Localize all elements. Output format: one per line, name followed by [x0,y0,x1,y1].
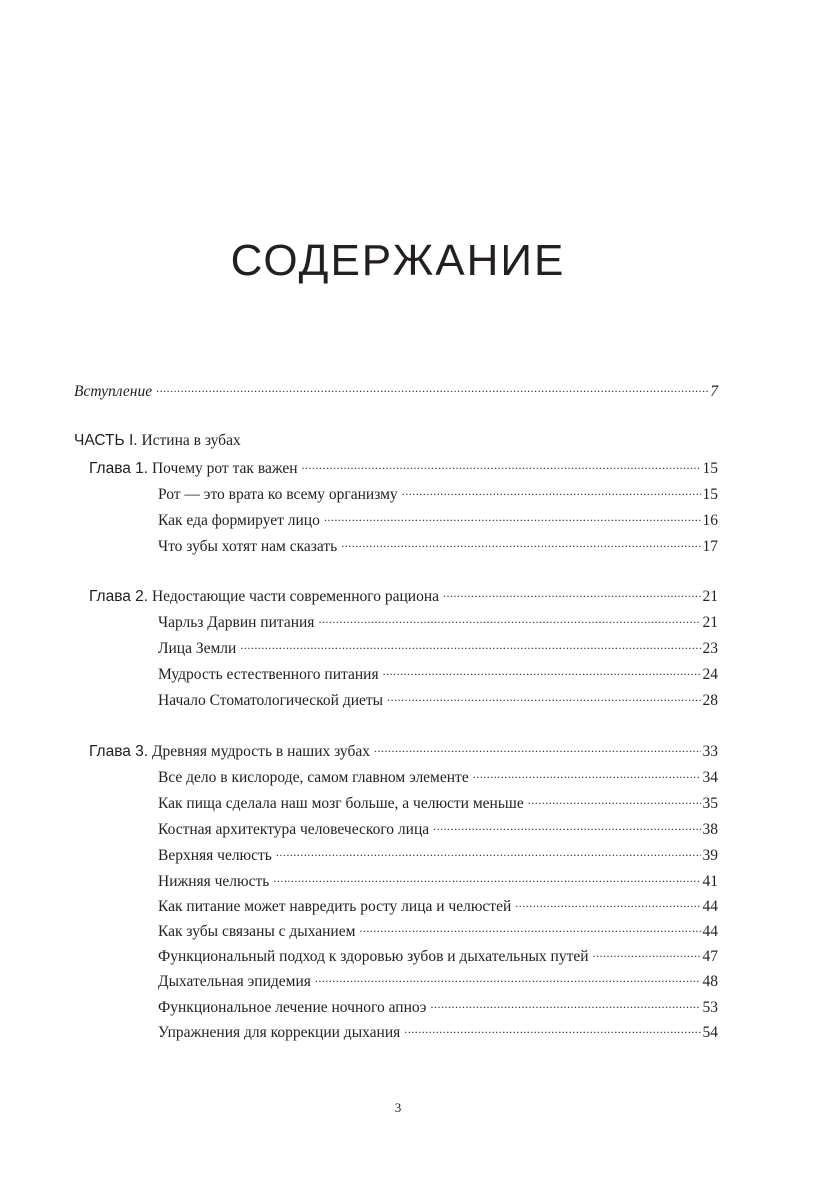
dot-leader [430,996,700,1012]
toc-page-number: 23 [702,639,718,657]
toc-section-entry[interactable] [158,611,718,633]
toc-section-entry[interactable] [158,689,718,711]
toc-section-entry[interactable] [158,996,718,1018]
chapter-title: Древняя мудрость в наших зубах [151,742,370,760]
dot-leader [383,663,701,679]
toc-section-entry[interactable] [158,870,718,892]
toc-page-number: 17 [702,537,718,555]
toc-page-number: 33 [702,742,718,760]
toc-section-entry[interactable] [158,818,718,840]
chapter-title: Недостающие части современного рациона [151,587,440,605]
dot-leader [402,483,701,499]
toc-section-entry[interactable] [158,970,718,992]
part-label: ЧАСТЬ I. [74,432,138,449]
dot-leader [473,766,701,782]
toc-section-entry[interactable] [158,766,718,788]
dot-leader [315,970,701,986]
section-title: Рот — это врата ко всему организму [158,485,398,503]
section-title: Верхняя челюсть [158,846,272,864]
dot-leader [515,895,700,911]
toc-section-entry[interactable] [158,663,718,685]
section-title: Как пища сделала наш мозг больше, а челюсти меньше [158,794,524,812]
section-title: Чарльз Дарвин питания [158,613,315,631]
page-number-footer: 3 [394,1100,402,1115]
section-title: Функциональный подход к здоровью зубов и дыхательных путей [158,947,589,965]
page-title: СОДЕРЖАНИЕ [230,236,566,285]
section-title: Нижняя челюсть [158,872,270,890]
toc-chapter-entry[interactable] [89,457,718,479]
section-title: Как еда формирует лицо [158,511,320,529]
dot-leader [302,457,701,473]
toc-entry-title: Вступление [74,382,153,400]
dot-leader [318,611,700,627]
toc-page-number: 48 [702,972,718,990]
toc-chapter-entry[interactable] [89,585,718,607]
section-title: Функциональное лечение ночного апноэ [158,998,427,1016]
dot-leader [324,509,701,525]
toc-section-entry[interactable] [158,844,718,866]
section-title: Начало Стоматологической диеты [158,691,384,709]
dot-leader [341,535,700,551]
toc-section-entry[interactable] [158,1021,718,1043]
chapter-label: Глава 2. [89,587,149,605]
section-title: Как питание может навредить росту лица и челюстей [158,897,512,915]
section-title: Упражнения для коррекции дыхания [158,1023,401,1041]
chapter-title: Почему рот так важен [151,459,298,477]
toc-chapter-entry[interactable] [89,740,718,762]
section-title: Что зубы хотят нам сказать [158,537,338,555]
section-title: Мудрость естественного питания [158,665,379,683]
toc-section-entry[interactable] [158,509,718,531]
toc-entry-intro[interactable] [74,380,718,402]
toc-page-number: 44 [702,922,718,940]
toc-page-number: 16 [702,511,718,529]
dot-leader [240,637,700,653]
dot-leader [528,792,701,808]
dot-leader [443,585,700,601]
dot-leader [359,920,700,936]
toc-page-number: 54 [702,1023,718,1041]
toc-page-number: 47 [702,947,718,965]
toc-page-number: 15 [702,485,718,503]
toc-page-number: 21 [702,613,718,631]
chapter-label: Глава 3. [89,742,149,760]
toc-section-entry[interactable] [158,637,718,659]
toc-section-entry[interactable] [158,483,718,505]
toc-page-number: 7 [710,382,718,400]
dot-leader [374,740,701,756]
dot-leader [387,689,700,705]
toc-section-entry[interactable] [158,535,718,557]
toc-section-entry[interactable] [158,920,718,942]
dot-leader [593,945,701,961]
toc-page-number: 24 [702,665,718,683]
dot-leader [433,818,700,834]
toc-page-number: 15 [702,459,718,477]
dot-leader [156,380,708,396]
section-title: Лица Земли [158,639,237,657]
dot-leader [404,1021,700,1037]
toc-section-entry[interactable] [158,895,718,917]
toc-page-number: 38 [702,820,718,838]
toc-page-number: 34 [702,768,718,786]
toc-page-number: 41 [702,872,718,890]
toc-page-number: 44 [702,897,718,915]
toc-page-number: 39 [702,846,718,864]
dot-leader [276,844,701,860]
toc-page-number: 53 [702,998,718,1016]
part-title: Истина в зубах [141,432,241,449]
toc-page-number: 21 [702,587,718,605]
toc-section-entry[interactable] [158,945,718,967]
toc-section-entry[interactable] [158,792,718,814]
toc-page-number: 35 [702,794,718,812]
dot-leader [273,870,700,886]
section-title: Дыхательная эпидемия [158,972,311,990]
section-title: Все дело в кислороде, самом главном элементе [158,768,469,786]
section-title: Как зубы связаны с дыханием [158,922,356,940]
section-title: Костная архитектура человеческого лица [158,820,430,838]
chapter-label: Глава 1. [89,459,149,477]
toc-part-heading[interactable] [74,432,241,450]
toc-page-number: 28 [702,691,718,709]
